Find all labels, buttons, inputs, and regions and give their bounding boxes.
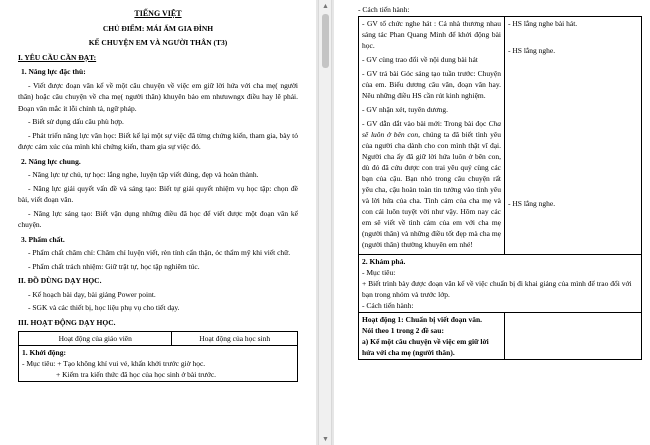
intro-text-continued: chúng ta đã biết tình yêu của người cha dành cho con mình thật vĩ đại. Người cha ấy đã giữ lời hứa luôn ở bên con, dù đó đã cứu được con trai yêu quý cùng các bạn của cậu. Bạn nhỏ trong câu chuyện rất yêu cha, cậu hoàn toàn tin tưởng vào tình yêu và lời hứa của cha. Tình cảm của cha mẹ và con cái luôn tuyệt vời như vậy. Hôm nay các em sẽ viết về tình cảm của em với cha mẹ (người thân) và những điều tốt đẹp mà cha mẹ (người thân) thường khuyên em nhé! xyxy=(362,130,501,249)
paragraph: - Viết được đoạn văn kể về một câu chuyện về việc em giữ lời hứa với cha mẹ( người thân) hoặc câu chuyện về cha mẹ( người thân) khuyên bảo em nhưuwngx điều hay lẽ phải. Đoạn văn mắc ít lỗi chính tả, ngữ pháp. xyxy=(18,80,298,113)
student-step: - HS lắng nghe bài hát. xyxy=(508,19,578,28)
scroll-thumb[interactable] xyxy=(322,14,329,68)
table-row xyxy=(19,346,298,382)
scroll-up-icon[interactable]: ▲ xyxy=(322,2,329,10)
table-header-student: Hoạt động của học sinh xyxy=(172,332,298,346)
top-line: - Cách tiến hành: xyxy=(358,5,410,14)
document-page-right xyxy=(334,0,650,445)
teacher-step xyxy=(362,118,501,250)
section-title: 2. Khám phá. xyxy=(362,257,406,266)
activity-line: a) Kể một câu chuyện về việc em giữ lời hứa với cha mẹ (người thân). xyxy=(362,337,489,357)
teacher-step: - GV tổ chức nghe hát : Cả nhà thương nhau sáng tác Phan Quang Minh để khởi động bài học. xyxy=(362,19,501,50)
subsection-heading-2: 2. Năng lực chung. xyxy=(21,156,81,166)
table-row xyxy=(359,255,642,313)
intro-text: - GV dẫn dắt vào bài mới: Trong bài đọc xyxy=(362,119,489,128)
teacher-cell xyxy=(359,313,505,360)
subsection-heading-1: 1. Năng lực đặc thù: xyxy=(21,67,86,76)
table-row xyxy=(359,313,642,360)
table-header-row xyxy=(19,332,298,346)
document-page-left xyxy=(0,0,316,445)
teacher-step: - GV trả bài Góc sáng tạo tuần trước: Chuyện của em. Biểu dương câu văn, đoạn văn hay. Nêu những điều HS cần rút kinh nghiệm. xyxy=(362,69,501,100)
row-line: + Kiểm tra kiến thức đã học của học sinh ở bài trước. xyxy=(56,370,217,379)
paragraph: - Năng lực giải quyết vấn đề và sáng tạo: Biết tự giải quyết nhiệm vụ học tập: chọn đề bài, viết đoạn văn. xyxy=(18,183,298,204)
student-cell xyxy=(505,313,642,360)
teacher-step: - GV nhận xét, tuyên dương. xyxy=(362,105,449,114)
paragraph: - SGK và các thiết bị, học liệu phụ vụ cho tiết dạy. xyxy=(28,303,180,312)
vertical-scrollbar[interactable] xyxy=(318,0,332,445)
table-header-teacher: Hoạt động của giáo viên xyxy=(19,332,172,346)
student-step: - HS lắng nghe. xyxy=(508,199,556,208)
activity-table-continued xyxy=(358,16,642,360)
student-cell xyxy=(505,17,642,255)
student-step: - HS lắng nghe. xyxy=(508,46,556,55)
page-content xyxy=(0,0,316,382)
section-heading-3: III. HOẠT ĐỘNG DẠY HỌC. xyxy=(18,317,116,327)
row-line: + Biết trình bày được đoạn văn kể về việc chuẩn bị đi khai giảng của mình để trao đổi với bạn trong nhóm và trước lớp. xyxy=(362,279,632,299)
section-heading-1: I. YÊU CẦU CẦN ĐẠT: xyxy=(18,52,97,62)
paragraph: - Kế hoạch bài dạy, bài giảng Power point. xyxy=(28,289,156,299)
paragraph: - Năng lực sáng tạo: Biết vận dụng những điều đã học để viết được một đoạn văn kể chuyện. xyxy=(18,208,298,229)
intro-story-title: Cha sẽ luôn ở bên con, xyxy=(362,119,501,139)
scroll-down-icon[interactable]: ▼ xyxy=(322,435,329,443)
teacher-cell xyxy=(359,17,505,255)
section-heading-2: II. ĐỒ DÙNG DẠY HỌC. xyxy=(18,276,102,285)
paragraph: - Phát triển năng lực văn học: Biết kể lại một sự việc đã từng chứng kiến, tham gia, bày tỏ được cảm xúc của mình khi chứng kiến, tham gia sự việc đó. xyxy=(18,130,298,151)
subsection-heading-3: 3. Phẩm chất. xyxy=(21,234,65,244)
paragraph: - Phẩm chất chăm chỉ: Chăm chỉ luyện viết, rèn tính cẩn thận, óc thẩm mỹ khi viết chữ. xyxy=(28,248,291,257)
teacher-step: - GV cùng trao đổi về nội dung bài hát xyxy=(362,55,478,64)
paragraph: - Biết sử dụng dấu câu phù hợp. xyxy=(28,117,124,126)
activity-title: Hoạt động 1: Chuẩn bị viết đoạn văn. xyxy=(362,315,483,324)
activity-table xyxy=(18,331,298,382)
lesson-heading: KỂ CHUYỆN EM VÀ NGƯỜI THÂN (T3) xyxy=(88,38,228,47)
row-title: 1. Khởi động: xyxy=(22,348,66,357)
row-line: - Mục tiêu: + Tạo không khí vui vẻ, khấn khởi trước giờ học. xyxy=(22,359,206,368)
row-line: - Mục tiêu: xyxy=(362,268,396,277)
activity-line: Nói theo 1 trong 2 đề sau: xyxy=(362,326,444,335)
theme-heading: CHỦ ĐIỂM: MÁI ẤM GIA ĐÌNH xyxy=(102,23,214,33)
row-line: - Cách tiến hành: xyxy=(362,301,414,310)
table-cell xyxy=(359,255,642,313)
paragraph: - Phẩm chất trách nhiệm: Giữ trật tự, học tập nghiêm túc. xyxy=(28,261,200,271)
paragraph: - Năng lực tự chủ, tự học: lắng nghe, luyện tập viết đúng, đẹp và hoàn thành. xyxy=(28,170,259,179)
table-row xyxy=(359,17,642,255)
table-cell xyxy=(19,346,298,382)
page-title: TIẾNG VIỆT xyxy=(134,9,182,18)
